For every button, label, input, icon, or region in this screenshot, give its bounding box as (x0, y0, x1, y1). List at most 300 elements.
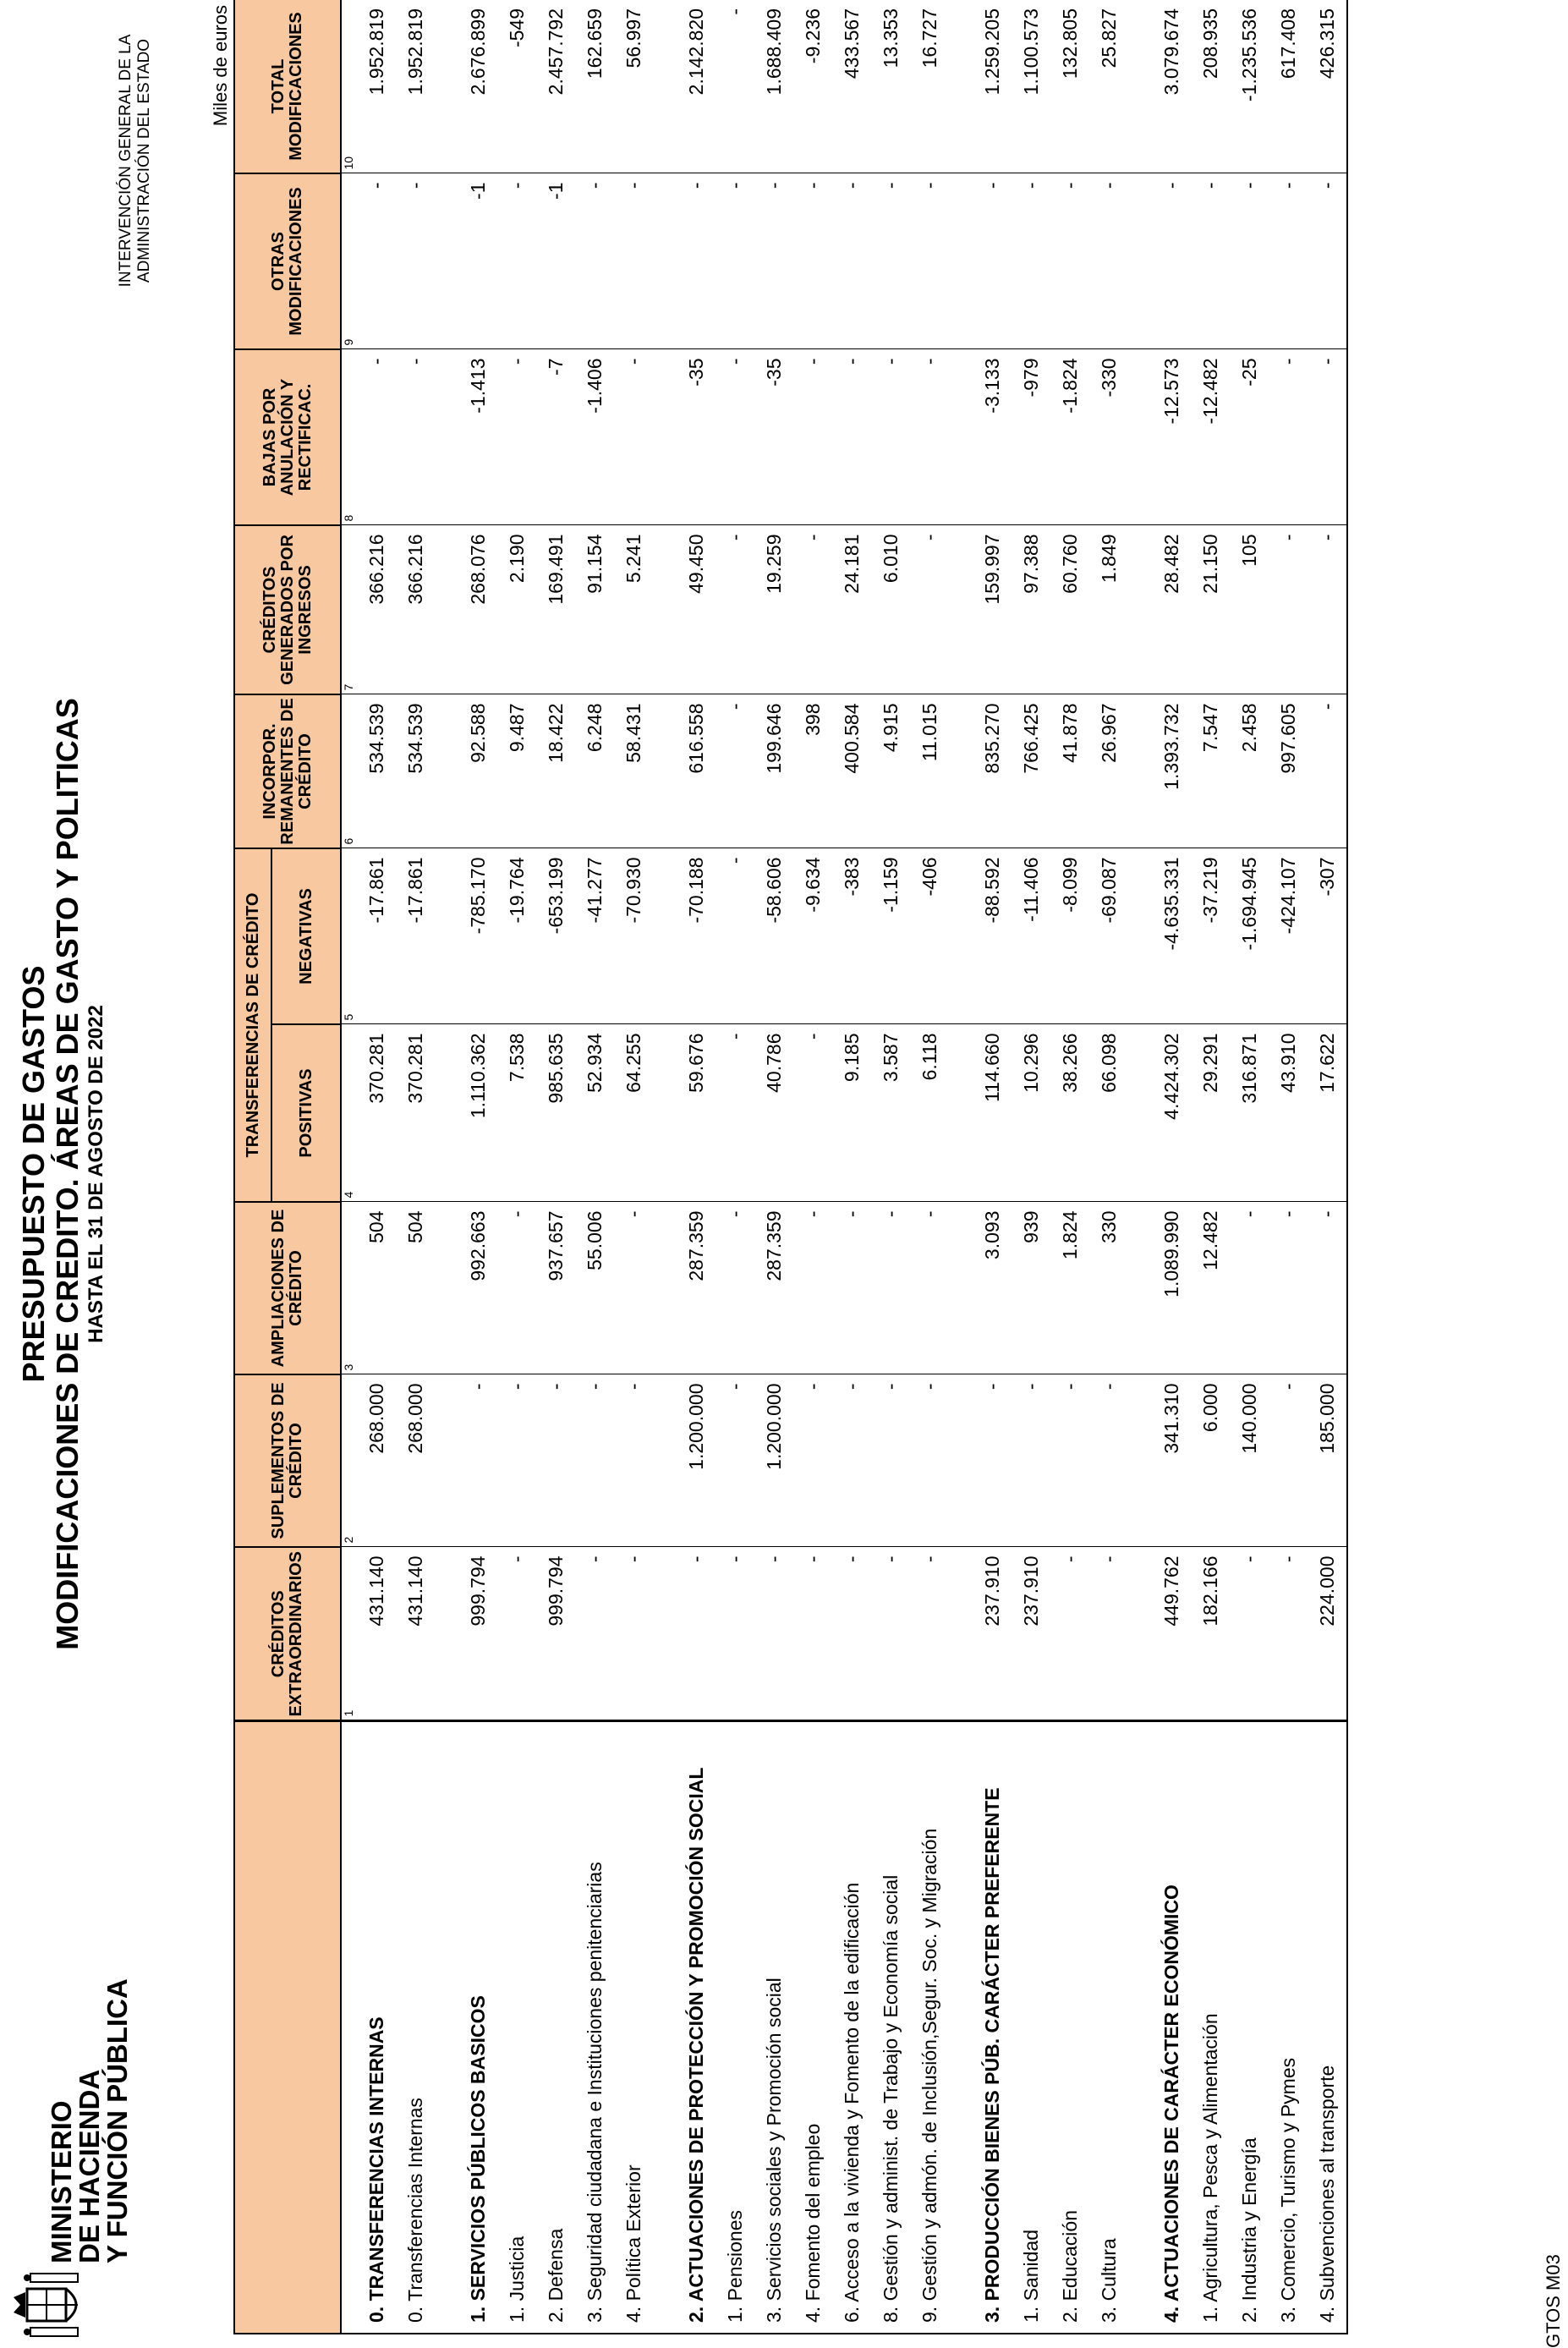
value-cell: - (677, 1547, 715, 1721)
value-cell: - (910, 173, 949, 349)
value-cell: -58.606 (754, 848, 793, 1024)
value-cell: -69.087 (1089, 848, 1128, 1024)
value-cell: 52.934 (575, 1024, 614, 1202)
ministry-line: Y FUNCIÓN PÚBLICA (101, 1978, 133, 2263)
value-cell: - (973, 1374, 1012, 1547)
value-cell: 1.200.000 (677, 1374, 715, 1547)
value-cell: -653.199 (536, 848, 575, 1024)
group-row (973, 0, 1012, 2334)
ministry-line: DE HACIENDA (74, 2069, 105, 2263)
row-label: 9. Gestión y admón. de Inclusión,Segur. Soc. y Migración (910, 1721, 949, 2334)
value-cell: - (754, 1547, 793, 1721)
value-cell: 431.140 (357, 1547, 396, 1721)
value-cell: - (910, 1547, 949, 1721)
value-cell: 2.676.899 (458, 0, 497, 173)
value-cell: 2.190 (497, 525, 536, 694)
spacer-row (435, 0, 458, 2334)
value-cell: 114.660 (973, 1024, 1012, 1202)
value-cell: -3.133 (973, 349, 1012, 525)
table-row (1012, 0, 1050, 2334)
table-row (1089, 0, 1128, 2334)
value-cell: 11.015 (910, 694, 949, 848)
value-cell: 534.539 (357, 694, 396, 848)
value-cell: 29.291 (1191, 1024, 1230, 1202)
table-row (1230, 0, 1269, 2334)
value-cell: - (715, 848, 754, 1024)
value-cell: 937.657 (536, 1202, 575, 1374)
row-label: 4. ACTUACIONES DE CARÁCTER ECONÓMICO (1152, 1721, 1191, 2334)
value-cell: 287.359 (677, 1202, 715, 1374)
value-cell: -8.099 (1050, 848, 1089, 1024)
value-cell: - (396, 173, 435, 349)
value-cell: - (357, 349, 396, 525)
value-cell: 56.997 (614, 0, 653, 173)
value-cell: 169.491 (536, 525, 575, 694)
value-cell: 140.000 (1230, 1374, 1269, 1547)
value-cell: - (910, 1374, 949, 1547)
value-cell: 1.952.819 (357, 0, 396, 173)
value-cell: - (575, 1547, 614, 1721)
value-cell: 1.200.000 (754, 1374, 793, 1547)
value-cell: - (1089, 1547, 1128, 1721)
value-cell: 433.567 (832, 0, 871, 173)
value-cell: 13.353 (871, 0, 910, 173)
value-cell: 2.142.820 (677, 0, 715, 173)
row-label: 1. Pensiones (715, 1721, 754, 2334)
value-cell: 431.140 (396, 1547, 435, 1721)
value-cell: -11.406 (1012, 848, 1050, 1024)
value-cell: 287.359 (754, 1202, 793, 1374)
column-number: 10 (341, 0, 357, 173)
value-cell: 6.010 (871, 525, 910, 694)
value-cell: - (910, 525, 949, 694)
value-cell: 268.000 (357, 1374, 396, 1547)
row-label: 3. Seguridad ciudadana e Instituciones penitenciarias (575, 1721, 614, 2334)
row-label: 3. Comercio, Turismo y Pymes (1269, 1721, 1308, 2334)
value-cell: - (715, 173, 754, 349)
column-number-row (341, 0, 357, 2334)
row-label: 0. Transferencias Internas (396, 1721, 435, 2334)
header-c7: CRÉDITOS GENERADOS POR INGRESOS (234, 525, 341, 694)
value-cell: -17.861 (396, 848, 435, 1024)
value-cell: -9.634 (793, 848, 832, 1024)
row-label: 4. Fomento del empleo (793, 1721, 832, 2334)
value-cell: 43.910 (1269, 1024, 1308, 1202)
value-cell: 1.688.409 (754, 0, 793, 173)
value-cell: 6.248 (575, 694, 614, 848)
value-cell: 6.118 (910, 1024, 949, 1202)
group-row (1152, 0, 1191, 2334)
value-cell: - (1269, 1202, 1308, 1374)
value-cell: 55.006 (575, 1202, 614, 1374)
value-cell: - (357, 173, 396, 349)
value-cell: 162.659 (575, 0, 614, 173)
value-cell: - (973, 173, 1012, 349)
value-cell: 199.646 (754, 694, 793, 848)
column-number: 2 (341, 1374, 357, 1547)
value-cell: - (1191, 173, 1230, 349)
value-cell: 40.786 (754, 1024, 793, 1202)
value-cell: - (1308, 525, 1347, 694)
value-cell: -88.592 (973, 848, 1012, 1024)
column-number: 1 (341, 1547, 357, 1721)
value-cell: - (910, 1202, 949, 1374)
table-row (497, 0, 536, 2334)
table-row (1308, 0, 1347, 2334)
value-cell: 16.727 (910, 0, 949, 173)
value-cell: - (871, 173, 910, 349)
value-cell: - (1308, 173, 1347, 349)
agency-line: INTERVENCIÓN GENERAL DE LA (117, 34, 134, 288)
value-cell: - (614, 1202, 653, 1374)
value-cell: 18.422 (536, 694, 575, 848)
table-row (614, 0, 653, 2334)
value-cell: 12.482 (1191, 1202, 1230, 1374)
value-cell: 766.425 (1012, 694, 1050, 848)
value-cell: -4.635.331 (1152, 848, 1191, 1024)
value-cell: -383 (832, 848, 871, 1024)
value-cell: 3.093 (973, 1202, 1012, 1374)
value-cell: 1.259.205 (973, 0, 1012, 173)
value-cell: - (575, 173, 614, 349)
value-cell: - (1269, 1547, 1308, 1721)
value-cell: 105 (1230, 525, 1269, 694)
value-cell: 504 (396, 1202, 435, 1374)
header-c6: INCORPOR. REMANENTES DE CRÉDITO (234, 694, 341, 848)
value-cell: 268.000 (396, 1374, 435, 1547)
table-row (575, 0, 614, 2334)
value-cell: 97.388 (1012, 525, 1050, 694)
value-cell: -330 (1089, 349, 1128, 525)
value-cell: -424.107 (1269, 848, 1308, 1024)
value-cell: 1.849 (1089, 525, 1128, 694)
header-c2: SUPLEMENTOS DE CRÉDITO (234, 1374, 341, 1547)
table-row (754, 0, 793, 2334)
value-cell: 999.794 (458, 1547, 497, 1721)
header-c9: OTRAS MODIFICACIONES (234, 173, 341, 349)
value-cell: - (754, 173, 793, 349)
value-cell: 4.424.302 (1152, 1024, 1191, 1202)
value-cell: - (497, 1202, 536, 1374)
value-cell: 5.241 (614, 525, 653, 694)
value-cell: - (497, 1374, 536, 1547)
value-cell: 6.000 (1191, 1374, 1230, 1547)
value-cell: - (396, 349, 435, 525)
value-cell: 208.935 (1191, 0, 1230, 173)
value-cell: 182.166 (1191, 1547, 1230, 1721)
value-cell: - (832, 173, 871, 349)
value-cell: - (1050, 1547, 1089, 1721)
agency-line: ADMINISTRACIÓN DEL ESTADO (135, 38, 153, 283)
table-row (1191, 0, 1230, 2334)
table-row (396, 0, 435, 2334)
value-cell: -35 (754, 349, 793, 525)
value-cell: -12.573 (1152, 349, 1191, 525)
value-cell: - (832, 1374, 871, 1547)
spacer-row (949, 0, 973, 2334)
value-cell: 1.110.362 (458, 1024, 497, 1202)
value-cell: 132.805 (1050, 0, 1089, 173)
value-cell: -41.277 (575, 848, 614, 1024)
value-cell: 60.760 (1050, 525, 1089, 694)
row-label: 1. SERVICIOS PÚBLICOS BASICOS (458, 1721, 497, 2334)
value-cell: - (793, 1374, 832, 1547)
value-cell: 64.255 (614, 1024, 653, 1202)
value-cell: 92.588 (458, 694, 497, 848)
value-cell: 939 (1012, 1202, 1050, 1374)
value-cell: 159.997 (973, 525, 1012, 694)
value-cell: 25.827 (1089, 0, 1128, 173)
value-cell: -70.930 (614, 848, 653, 1024)
row-label: 4. Política Exterior (614, 1721, 653, 2334)
header-c1: CRÉDITOS EXTRAORDINARIOS (234, 1547, 341, 1721)
value-cell: - (910, 349, 949, 525)
value-cell: 398 (793, 694, 832, 848)
value-cell: - (614, 349, 653, 525)
value-cell: 1.824 (1050, 1202, 1089, 1374)
column-number: 6 (341, 694, 357, 848)
value-cell: 341.310 (1152, 1374, 1191, 1547)
row-label: 1. Sanidad (1012, 1721, 1050, 2334)
value-cell: - (1089, 173, 1128, 349)
value-cell: 21.150 (1191, 525, 1230, 694)
value-cell: - (1269, 525, 1308, 694)
row-label: 2. Industria y Energía (1230, 1721, 1269, 2334)
value-cell: -1 (536, 173, 575, 349)
value-cell: 9.185 (832, 1024, 871, 1202)
page-subtitle: MODIFICACIONES DE CREDITO. ÁREAS DE GASTO Y POLITICAS (50, 698, 85, 1650)
row-label: 2. Defensa (536, 1721, 575, 2334)
value-cell: 24.181 (832, 525, 871, 694)
value-cell: 49.450 (677, 525, 715, 694)
value-cell: -549 (497, 0, 536, 173)
value-cell: 66.098 (1089, 1024, 1128, 1202)
value-cell: 1.089.990 (1152, 1202, 1191, 1374)
row-label: 3. Servicios sociales y Promoción social (754, 1721, 793, 2334)
value-cell: 1.952.819 (396, 0, 435, 173)
table-row (715, 0, 754, 2334)
value-cell: 7.538 (497, 1024, 536, 1202)
value-cell: 4.915 (871, 694, 910, 848)
value-cell: -1.824 (1050, 349, 1089, 525)
value-cell: - (871, 1374, 910, 1547)
value-cell: - (1308, 694, 1347, 848)
value-cell: - (715, 349, 754, 525)
value-cell: - (575, 1374, 614, 1547)
table-row (793, 0, 832, 2334)
ministry-line: MINISTERIO (46, 2100, 77, 2263)
value-cell: -25 (1230, 349, 1269, 525)
value-cell: - (1269, 1374, 1308, 1547)
value-cell: -785.170 (458, 848, 497, 1024)
value-cell: -1 (458, 173, 497, 349)
value-cell: 268.076 (458, 525, 497, 694)
header-c3: AMPLIACIONES DE CRÉDITO (234, 1202, 341, 1374)
modifications-table (233, 0, 1348, 2334)
value-cell: -70.188 (677, 848, 715, 1024)
value-cell: 504 (357, 1202, 396, 1374)
value-cell: - (793, 349, 832, 525)
header-c10: TOTAL MODIFICACIONES (234, 0, 341, 173)
header-c8: BAJAS POR ANULACIÓN Y RECTIFICAC. (234, 349, 341, 525)
value-cell: -12.482 (1191, 349, 1230, 525)
value-cell: -406 (910, 848, 949, 1024)
value-cell: - (458, 1374, 497, 1547)
row-label: 6. Acceso a la vivienda y Fomento de la edificación (832, 1721, 871, 2334)
value-cell: 7.547 (1191, 694, 1230, 848)
value-cell: 449.762 (1152, 1547, 1191, 1721)
group-row (357, 0, 396, 2334)
value-cell: 3.079.674 (1152, 0, 1191, 173)
value-cell: 316.871 (1230, 1024, 1269, 1202)
value-cell: -979 (1012, 349, 1050, 525)
value-cell: 237.910 (1012, 1547, 1050, 1721)
value-cell: - (871, 1547, 910, 1721)
value-cell: -1.694.945 (1230, 848, 1269, 1024)
value-cell: - (1230, 1547, 1269, 1721)
value-cell: 10.296 (1012, 1024, 1050, 1202)
value-cell: - (1230, 173, 1269, 349)
value-cell: 19.259 (754, 525, 793, 694)
table-row (832, 0, 871, 2334)
value-cell: - (677, 173, 715, 349)
value-cell: 41.878 (1050, 694, 1089, 848)
group-row (677, 0, 715, 2334)
value-cell: - (536, 1374, 575, 1547)
value-cell: 330 (1089, 1202, 1128, 1374)
value-cell: - (614, 173, 653, 349)
row-label: 8. Gestión y administ. de Trabajo y Economía social (871, 1721, 910, 2334)
table-row (536, 0, 575, 2334)
value-cell: 370.281 (357, 1024, 396, 1202)
page-title: PRESUPUESTO DE GASTOS (16, 965, 51, 1383)
spacer-row (1128, 0, 1152, 2334)
value-cell: 534.539 (396, 694, 435, 848)
value-cell: - (1152, 173, 1191, 349)
value-cell: -37.219 (1191, 848, 1230, 1024)
value-cell: 26.967 (1089, 694, 1128, 848)
value-cell: - (715, 1024, 754, 1202)
value-cell: - (1012, 173, 1050, 349)
table-row (910, 0, 949, 2334)
value-cell: -9.236 (793, 0, 832, 173)
value-cell: 2.457.792 (536, 0, 575, 173)
units-label: Miles de euros (210, 5, 231, 127)
value-cell: - (1089, 1374, 1128, 1547)
agency-name (117, 0, 154, 321)
value-cell: 370.281 (396, 1024, 435, 1202)
value-cell: -17.861 (357, 848, 396, 1024)
value-cell: 185.000 (1308, 1374, 1347, 1547)
value-cell: -1.159 (871, 848, 910, 1024)
value-cell: -307 (1308, 848, 1347, 1024)
row-label: 4. Subvenciones al transporte (1308, 1721, 1347, 2334)
value-cell: -7 (536, 349, 575, 525)
value-cell: 38.266 (1050, 1024, 1089, 1202)
date-line: HASTA EL 31 DE AGOSTO DE 2022 (85, 1005, 107, 1343)
group-row (458, 0, 497, 2334)
value-cell: - (715, 1547, 754, 1721)
value-cell: - (614, 1547, 653, 1721)
value-cell: 1.393.732 (1152, 694, 1191, 848)
header-c4: POSITIVAS (271, 1024, 341, 1202)
value-cell: - (832, 349, 871, 525)
row-label: 0. TRANSFERENCIAS INTERNAS (357, 1721, 396, 2334)
value-cell: -1.413 (458, 349, 497, 525)
row-label: 1. Agricultura, Pesca y Alimentación (1191, 1721, 1230, 2334)
row-label: 1. Justicia (497, 1721, 536, 2334)
value-cell: 835.270 (973, 694, 1012, 848)
value-cell: 366.216 (357, 525, 396, 694)
value-cell: 224.000 (1308, 1547, 1347, 1721)
value-cell: - (715, 1202, 754, 1374)
value-cell: - (832, 1202, 871, 1374)
row-label: 2. Educación (1050, 1721, 1089, 2334)
column-number: 9 (341, 173, 357, 349)
row-label: 3. PRODUCCIÓN BIENES PÚB. CARÁCTER PREFERENTE (973, 1721, 1012, 2334)
value-cell: 366.216 (396, 525, 435, 694)
table-row (1050, 0, 1089, 2334)
value-cell: 91.154 (575, 525, 614, 694)
value-cell: 28.482 (1152, 525, 1191, 694)
spacer-row (653, 0, 677, 2334)
document-titles (17, 0, 108, 2348)
value-cell: 3.587 (871, 1024, 910, 1202)
value-cell: 58.431 (614, 694, 653, 848)
value-cell: - (1269, 349, 1308, 525)
value-cell: 1.100.573 (1012, 0, 1050, 173)
value-cell: 992.663 (458, 1202, 497, 1374)
value-cell: - (793, 1024, 832, 1202)
report-code: GTOS M03 (1543, 2254, 1564, 2348)
table-row (871, 0, 910, 2334)
value-cell: - (614, 1374, 653, 1547)
value-cell: - (497, 349, 536, 525)
value-cell: - (1308, 349, 1347, 525)
value-cell: -19.764 (497, 848, 536, 1024)
value-cell: -35 (677, 349, 715, 525)
value-cell: 59.676 (677, 1024, 715, 1202)
header-concept (234, 1721, 341, 2334)
column-number: 4 (341, 1024, 357, 1202)
value-cell: - (793, 1547, 832, 1721)
value-cell: - (497, 173, 536, 349)
value-cell: - (1050, 173, 1089, 349)
value-cell: -1.235.536 (1230, 0, 1269, 173)
value-cell: - (1012, 1374, 1050, 1547)
row-label: 3. Cultura (1089, 1721, 1128, 2334)
value-cell: 237.910 (973, 1547, 1012, 1721)
value-cell: - (715, 525, 754, 694)
column-number: 5 (341, 848, 357, 1024)
value-cell: 426.315 (1308, 0, 1347, 173)
value-cell: - (1308, 1202, 1347, 1374)
value-cell: - (715, 1374, 754, 1547)
value-cell: 999.794 (536, 1547, 575, 1721)
value-cell: - (793, 1202, 832, 1374)
value-cell: - (715, 694, 754, 848)
value-cell: 17.622 (1308, 1024, 1347, 1202)
value-cell: 997.605 (1269, 694, 1308, 848)
column-number: 3 (341, 1202, 357, 1374)
column-number: 8 (341, 349, 357, 525)
value-cell: - (497, 1547, 536, 1721)
value-cell: - (832, 1547, 871, 1721)
value-cell: 400.584 (832, 694, 871, 848)
value-cell: - (1230, 1202, 1269, 1374)
row-label: 2. ACTUACIONES DE PROTECCIÓN Y PROMOCIÓN SOCIAL (677, 1721, 715, 2334)
value-cell: 616.558 (677, 694, 715, 848)
